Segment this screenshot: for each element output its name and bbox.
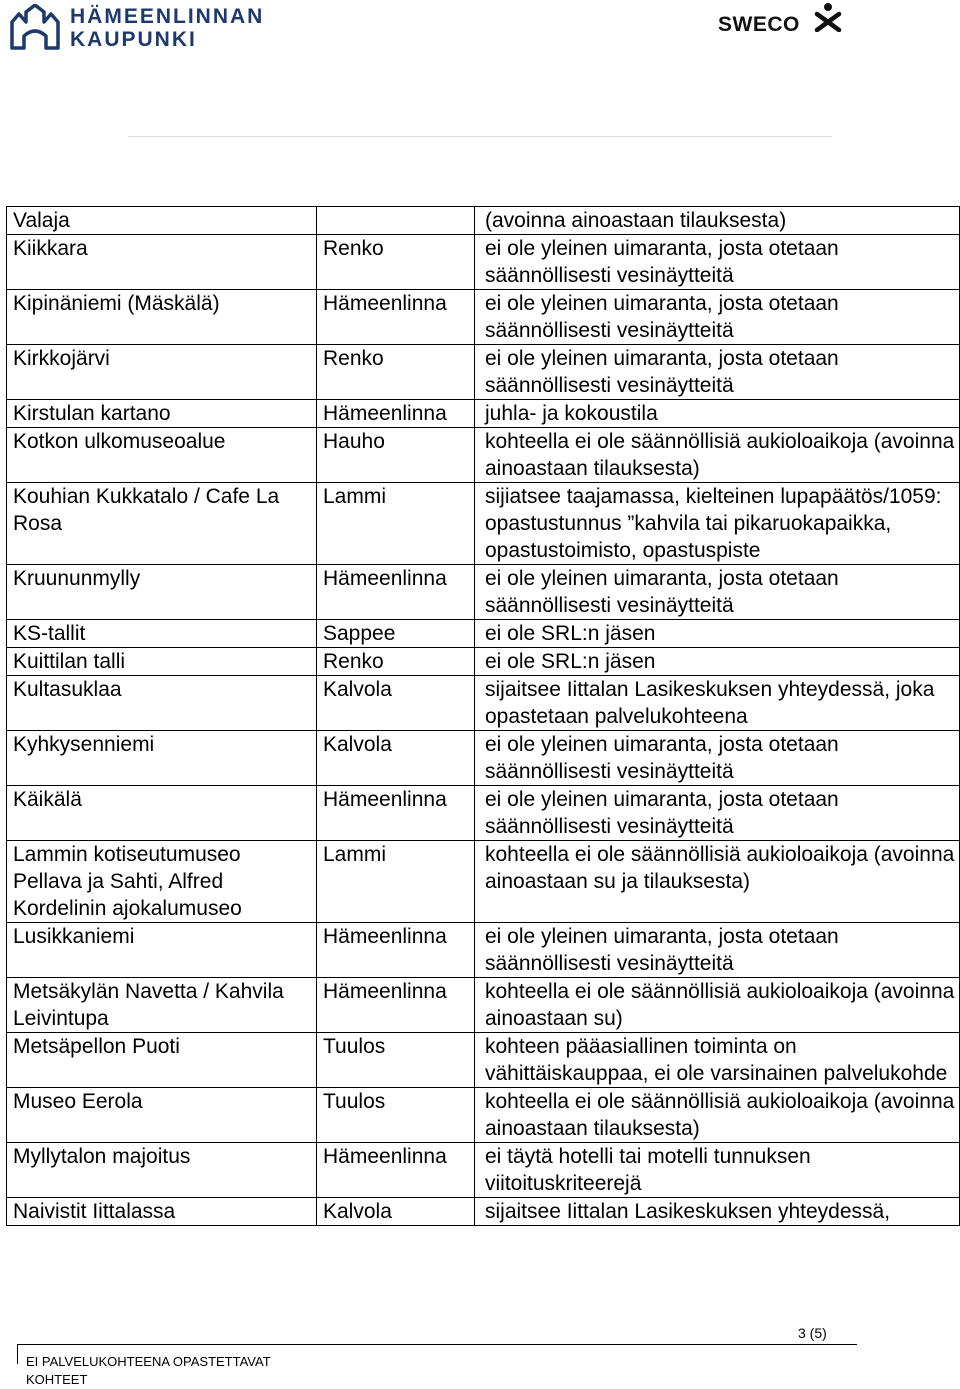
site-name-cell: Kyhkysenniemi: [7, 731, 317, 786]
site-name-cell: Kruununmylly: [7, 565, 317, 620]
table-row: [7, 923, 960, 978]
reason-cell: ei ole yleinen uimaranta, josta otetaan säännöllisesti vesinäytteitä: [475, 290, 960, 345]
excluded-sites-table: [6, 206, 960, 1226]
header-divider: [128, 136, 832, 137]
sweco-wordmark: SWECO: [718, 13, 800, 36]
municipality-cell: Hämeenlinna: [317, 400, 475, 428]
reason-cell: ei täytä hotelli tai motelli tunnuksen viitoituskriteerejä: [475, 1143, 960, 1198]
site-name-cell: Kirstulan kartano: [7, 400, 317, 428]
footer-divider-tick: [17, 1344, 18, 1364]
table-row: [7, 483, 960, 565]
logo-text-line1: HÄMEENLINNAN: [70, 5, 265, 28]
reason-cell: kohteen pääasiallinen toiminta on vähittäiskauppaa, ei ole varsinainen palvelukohde: [475, 1033, 960, 1088]
sweco-figure-icon: [814, 2, 842, 32]
municipality-cell: Hämeenlinna: [317, 290, 475, 345]
table-row: [7, 648, 960, 676]
table-row: [7, 841, 960, 923]
reason-cell: ei ole yleinen uimaranta, josta otetaan säännöllisesti vesinäytteitä: [475, 345, 960, 400]
reason-cell: kohteella ei ole säännöllisiä aukioloaikoja (avoinna ainoastaan tilauksesta): [475, 1088, 960, 1143]
site-name-cell: Metsäpellon Puoti: [7, 1033, 317, 1088]
table-row: [7, 235, 960, 290]
municipality-cell: Hämeenlinna: [317, 1143, 475, 1198]
municipality-cell: Hauho: [317, 428, 475, 483]
site-name-cell: Myllytalon majoitus: [7, 1143, 317, 1198]
municipality-cell: Kalvola: [317, 731, 475, 786]
table-row: [7, 676, 960, 731]
reason-cell: ei ole yleinen uimaranta, josta otetaan säännöllisesti vesinäytteitä: [475, 235, 960, 290]
table-row: [7, 620, 960, 648]
municipality-cell: Sappee: [317, 620, 475, 648]
hameenlinna-logo: [10, 4, 290, 50]
table-row: [7, 290, 960, 345]
site-name-cell: Kultasuklaa: [7, 676, 317, 731]
table-row: [7, 978, 960, 1033]
reason-cell: sijaitsee Iittalan Lasikeskuksen yhteydessä, joka opastetaan palvelukohteena: [475, 676, 960, 731]
table-row: [7, 428, 960, 483]
table-row: [7, 400, 960, 428]
municipality-cell: Kalvola: [317, 676, 475, 731]
site-name-cell: Kiikkara: [7, 235, 317, 290]
reason-cell: ei ole yleinen uimaranta, josta otetaan säännöllisesti vesinäytteitä: [475, 923, 960, 978]
reason-cell: sijaitsee Iittalan Lasikeskuksen yhteydessä,: [475, 1198, 960, 1226]
municipality-cell: Tuulos: [317, 1088, 475, 1143]
reason-cell: ei ole yleinen uimaranta, josta otetaan säännöllisesti vesinäytteitä: [475, 731, 960, 786]
site-name-cell: Lusikkaniemi: [7, 923, 317, 978]
municipality-cell: [317, 207, 475, 235]
site-name-cell: Kuittilan talli: [7, 648, 317, 676]
site-name-cell: KS-tallit: [7, 620, 317, 648]
table-row: [7, 1033, 960, 1088]
table-row: [7, 1198, 960, 1226]
table-row: [7, 786, 960, 841]
reason-cell: kohteella ei ole säännöllisiä aukioloaikoja (avoinna ainoastaan tilauksesta): [475, 428, 960, 483]
reason-cell: ei ole SRL:n jäsen: [475, 620, 960, 648]
municipality-cell: Renko: [317, 648, 475, 676]
reason-cell: kohteella ei ole säännöllisiä aukioloaikoja (avoinna ainoastaan su ja tilauksesta): [475, 841, 960, 923]
table-row: [7, 1088, 960, 1143]
municipality-cell: Hämeenlinna: [317, 565, 475, 620]
logo-text-line2: KAUPUNKI: [70, 28, 197, 51]
municipality-cell: Lammi: [317, 841, 475, 923]
table-row: [7, 207, 960, 235]
site-name-cell: Valaja: [7, 207, 317, 235]
reason-cell: (avoinna ainoastaan tilauksesta): [475, 207, 960, 235]
site-name-cell: Naivistit Iittalassa: [7, 1198, 317, 1226]
footer-divider: [17, 1344, 857, 1345]
municipality-cell: Hämeenlinna: [317, 978, 475, 1033]
municipality-cell: Renko: [317, 235, 475, 290]
footer-title: EI PALVELUKOHTEENA OPASTETTAVAT KOHTEET: [26, 1354, 271, 1387]
site-name-cell: Käikälä: [7, 786, 317, 841]
reason-cell: ei ole yleinen uimaranta, josta otetaan säännöllisesti vesinäytteitä: [475, 786, 960, 841]
page-number: 3 (5): [798, 1325, 827, 1341]
site-name-cell: Kotkon ulkomuseoalue: [7, 428, 317, 483]
table-row: [7, 565, 960, 620]
table-row: [7, 731, 960, 786]
site-name-cell: Kouhian Kukkatalo / Cafe La Rosa: [7, 483, 317, 565]
municipality-cell: Kalvola: [317, 1198, 475, 1226]
municipality-cell: Hämeenlinna: [317, 786, 475, 841]
municipality-cell: Tuulos: [317, 1033, 475, 1088]
castle-logo-icon: [10, 4, 60, 50]
site-name-cell: Metsäkylän Navetta / Kahvila Leivintupa: [7, 978, 317, 1033]
site-name-cell: Museo Eerola: [7, 1088, 317, 1143]
municipality-cell: Renko: [317, 345, 475, 400]
site-name-cell: Lammin kotiseutumuseo Pellava ja Sahti, Alfred Kordelinin ajokalumuseo: [7, 841, 317, 923]
reason-cell: kohteella ei ole säännöllisiä aukioloaikoja (avoinna ainoastaan su): [475, 978, 960, 1033]
municipality-cell: Hämeenlinna: [317, 923, 475, 978]
reason-cell: ei ole SRL:n jäsen: [475, 648, 960, 676]
reason-cell: juhla- ja kokoustila: [475, 400, 960, 428]
reason-cell: ei ole yleinen uimaranta, josta otetaan säännöllisesti vesinäytteitä: [475, 565, 960, 620]
site-name-cell: Kirkkojärvi: [7, 345, 317, 400]
table-row: [7, 1143, 960, 1198]
table-row: [7, 345, 960, 400]
municipality-cell: Lammi: [317, 483, 475, 565]
reason-cell: sijiatsee taajamassa, kielteinen lupapäätös/1059: opastustunnus ”kahvila tai pikaruokapaikka, opastustoimisto, opastuspiste: [475, 483, 960, 565]
sweco-logo: [718, 2, 836, 40]
site-name-cell: Kipinäniemi (Mäskälä): [7, 290, 317, 345]
